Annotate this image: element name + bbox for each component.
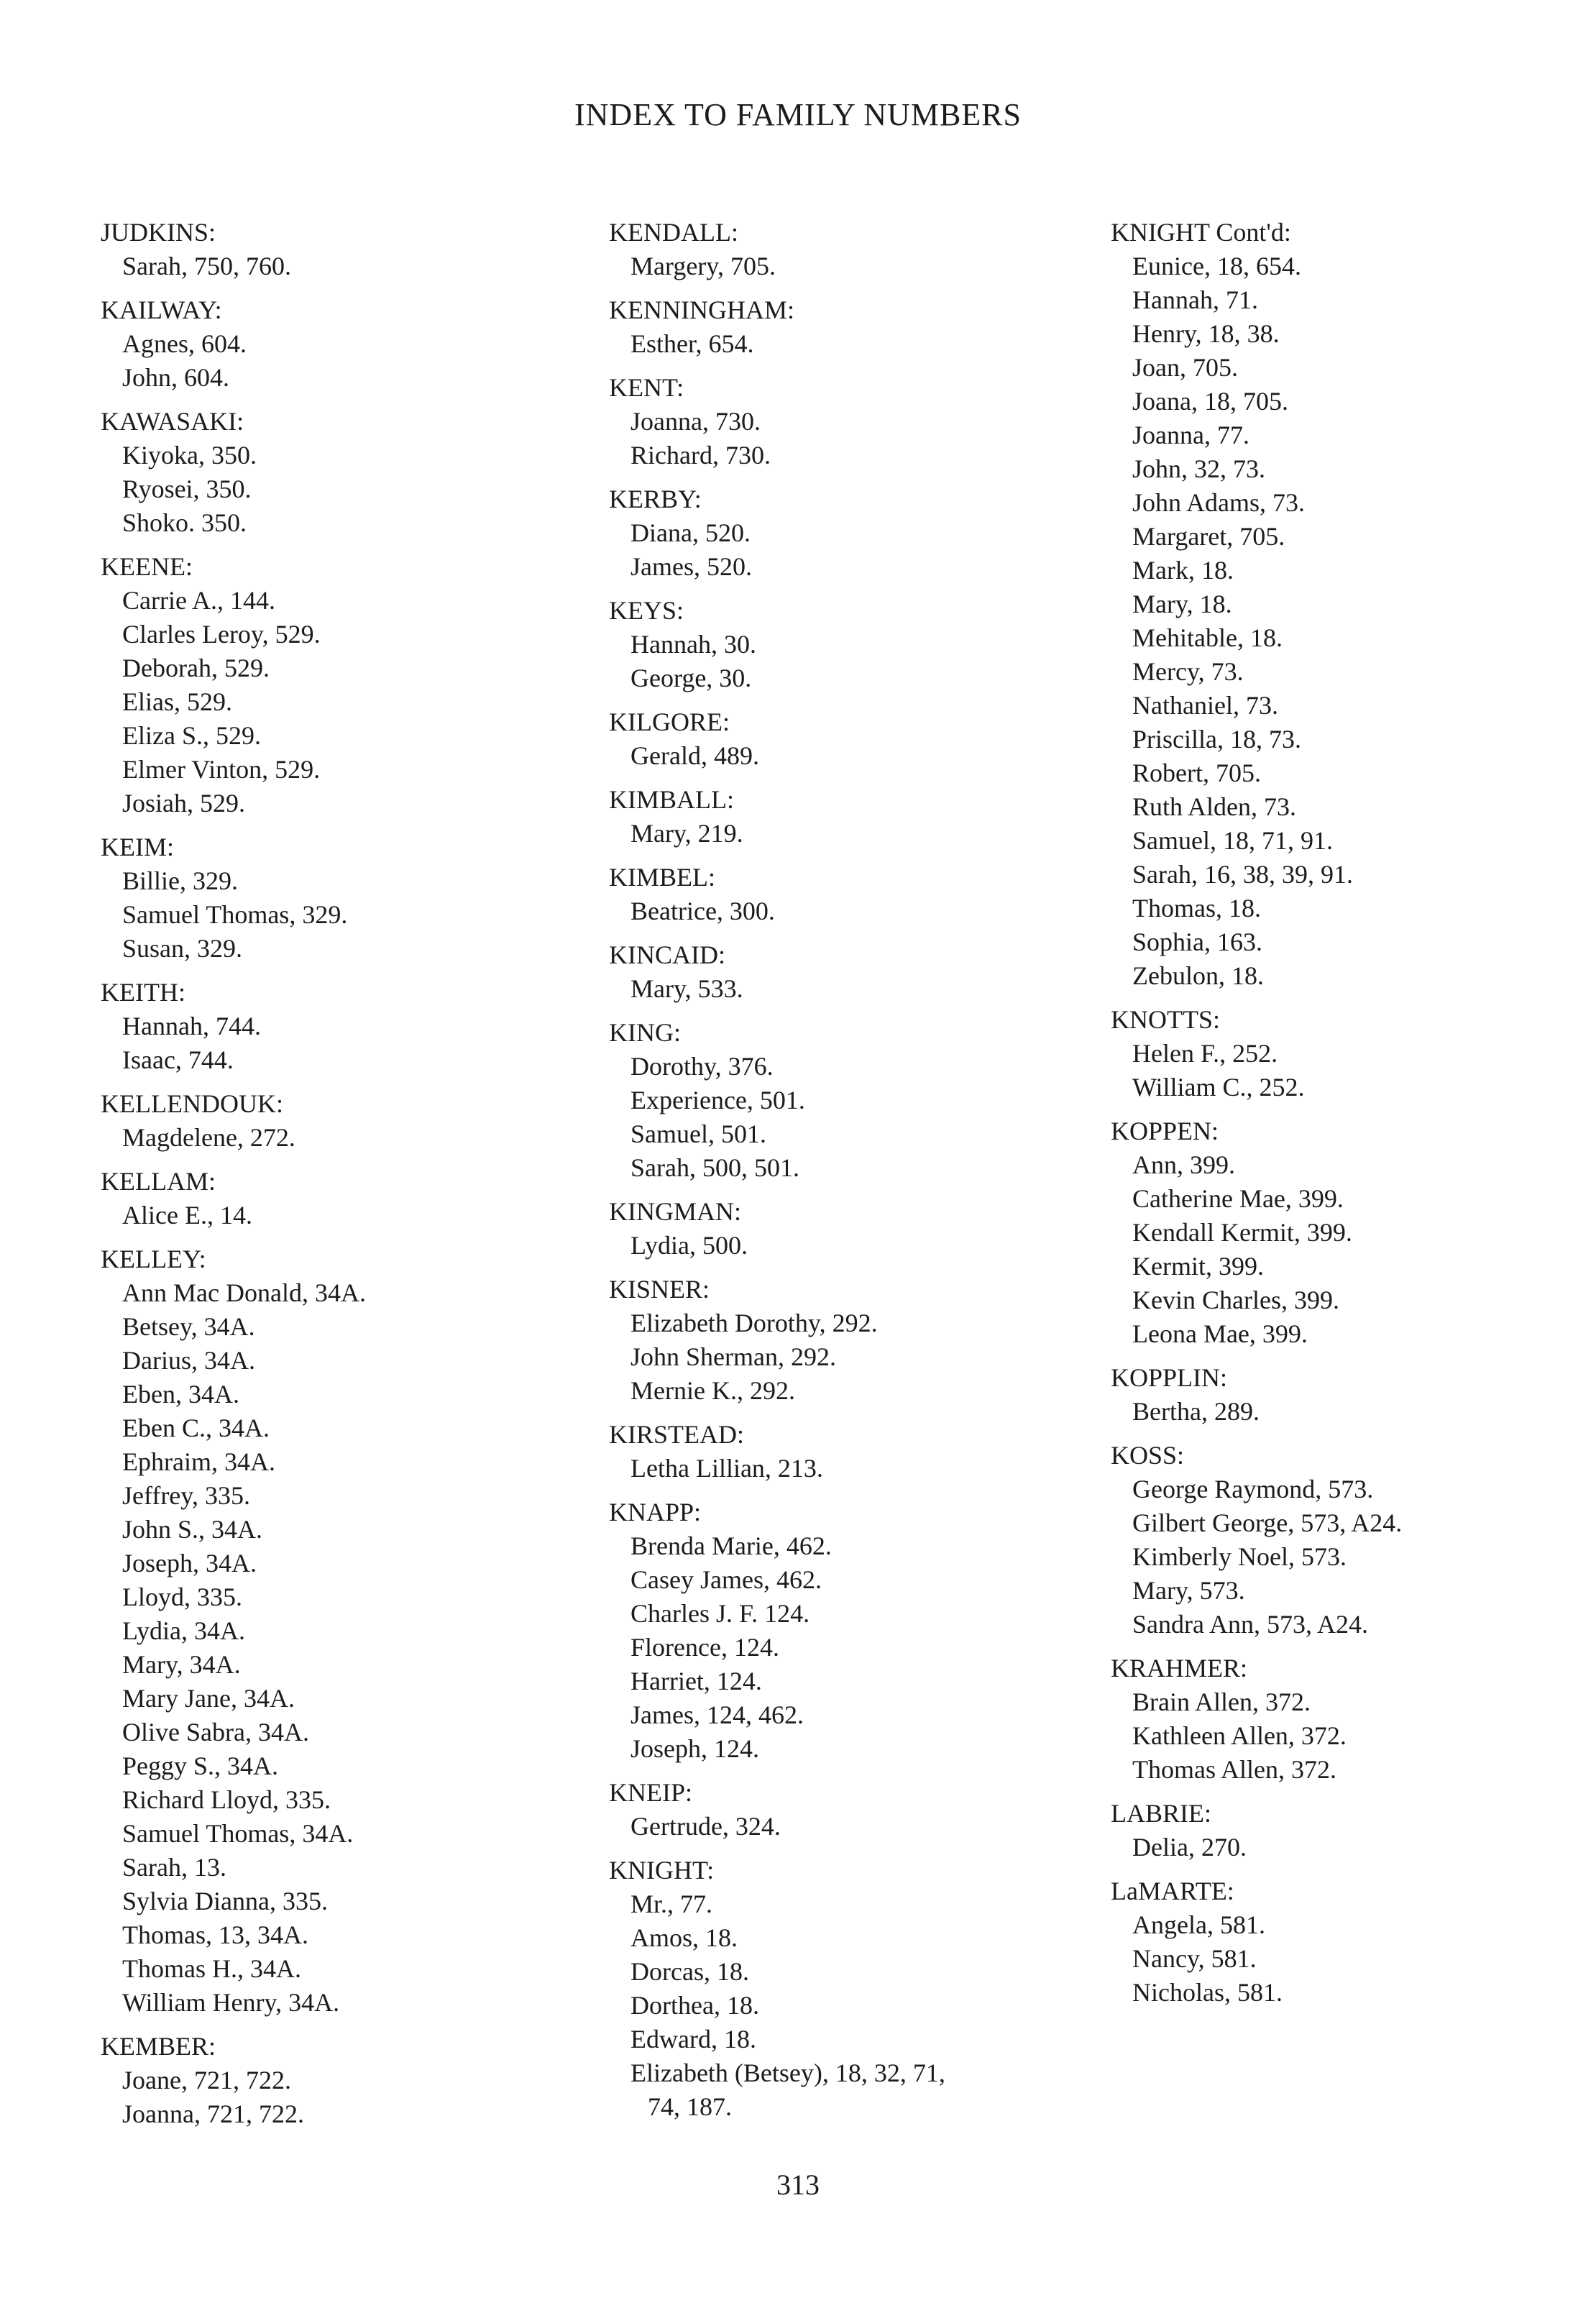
surname-heading: KILGORE: bbox=[609, 707, 730, 736]
index-entry: Kermit, 399. bbox=[1132, 1252, 1264, 1281]
index-entry: Robert, 705. bbox=[1132, 759, 1261, 787]
index-entry: Thomas, 18. bbox=[1132, 894, 1261, 922]
index-entry: Elias, 529. bbox=[122, 687, 232, 716]
index-column-3 bbox=[1111, 216, 1578, 2020]
index-entry: Mary, 34A. bbox=[122, 1650, 241, 1679]
index-entry: John Adams, 73. bbox=[1132, 488, 1306, 517]
index-entry: Harriet, 124. bbox=[630, 1667, 762, 1695]
surname-heading: KELLENDOUK: bbox=[101, 1089, 283, 1118]
surname-group bbox=[101, 216, 568, 283]
index-entry: Magdelene, 272. bbox=[122, 1123, 295, 1152]
index-entry: Experience, 501. bbox=[630, 1086, 805, 1114]
surname-group bbox=[101, 976, 568, 1077]
index-entry: Thomas H., 34A. bbox=[122, 1954, 301, 1983]
surname-heading: KEIM: bbox=[101, 833, 174, 861]
index-entry: George Raymond, 573. bbox=[1132, 1475, 1374, 1503]
index-entry: Ann Mac Donald, 34A. bbox=[122, 1278, 366, 1307]
index-entry: Darius, 34A. bbox=[122, 1346, 255, 1375]
index-entry: Sarah, 16, 38, 39, 91. bbox=[1132, 860, 1353, 889]
index-entry: Dorcas, 18. bbox=[630, 1957, 749, 1986]
index-entry: Amos, 18. bbox=[630, 1923, 738, 1952]
surname-group bbox=[609, 216, 1076, 283]
surname-group bbox=[609, 371, 1076, 472]
index-entry: Shoko. 350. bbox=[122, 508, 247, 537]
index-entry: Isaac, 744. bbox=[122, 1045, 234, 1074]
index-entry: Joseph, 34A. bbox=[122, 1549, 257, 1577]
surname-heading: KAWASAKI: bbox=[101, 407, 244, 436]
index-entry: Kathleen Allen, 372. bbox=[1132, 1721, 1347, 1750]
index-entry: Lydia, 34A. bbox=[122, 1616, 245, 1645]
index-entry: Mercy, 73. bbox=[1132, 657, 1244, 686]
index-entry: Lloyd, 335. bbox=[122, 1583, 242, 1611]
surname-heading: KERBY: bbox=[609, 485, 702, 513]
index-entry: Mary, 18. bbox=[1132, 590, 1232, 618]
surname-heading: KNIGHT Cont'd: bbox=[1111, 218, 1291, 247]
index-entry: Dorthea, 18. bbox=[630, 1991, 759, 2020]
surname-group bbox=[609, 1195, 1076, 1263]
index-entry: Eunice, 18, 654. bbox=[1132, 252, 1301, 280]
index-entry: Ephraim, 34A. bbox=[122, 1447, 275, 1476]
index-entry: Joane, 721, 722. bbox=[122, 2066, 291, 2094]
index-entry: Joanna, 721, 722. bbox=[122, 2099, 304, 2128]
index-entry: Mehitable, 18. bbox=[1132, 623, 1283, 652]
index-entry: Samuel Thomas, 329. bbox=[122, 900, 348, 929]
surname-group bbox=[1111, 216, 1578, 993]
index-entry: Elmer Vinton, 529. bbox=[122, 755, 321, 784]
surname-heading: KINCAID: bbox=[609, 940, 725, 969]
index-entry: Agnes, 604. bbox=[122, 329, 247, 358]
index-entry: Richard, 730. bbox=[630, 441, 771, 470]
index-entry: Nancy, 581. bbox=[1132, 1944, 1257, 1973]
index-entry: Jeffrey, 335. bbox=[122, 1481, 250, 1510]
index-entry: Nathaniel, 73. bbox=[1132, 691, 1278, 720]
surname-heading: KELLEY: bbox=[101, 1245, 206, 1273]
index-entry: Brain Allen, 372. bbox=[1132, 1688, 1311, 1716]
index-entry: Thomas, 13, 34A. bbox=[122, 1920, 308, 1949]
index-entry: Sylvia Dianna, 335. bbox=[122, 1887, 328, 1915]
surname-heading: KIMBEL: bbox=[609, 863, 715, 892]
surname-group bbox=[101, 405, 568, 540]
index-entry: Mary Jane, 34A. bbox=[122, 1684, 295, 1713]
surname-heading: KINGMAN: bbox=[609, 1197, 741, 1226]
surname-group bbox=[609, 293, 1076, 361]
surname-heading: KNEIP: bbox=[609, 1778, 692, 1807]
surname-group bbox=[101, 1242, 568, 2020]
index-entry: James, 520. bbox=[630, 552, 752, 581]
index-entry: Brenda Marie, 462. bbox=[630, 1531, 832, 1560]
index-entry: Betsey, 34A. bbox=[122, 1312, 255, 1341]
index-entry: Henry, 18, 38. bbox=[1132, 319, 1280, 348]
index-entry: Deborah, 529. bbox=[122, 654, 270, 682]
index-entry: Samuel Thomas, 34A. bbox=[122, 1819, 354, 1848]
surname-group bbox=[609, 861, 1076, 928]
surname-group bbox=[609, 482, 1076, 584]
surname-heading: KNOTTS: bbox=[1111, 1005, 1220, 1034]
index-entry: John Sherman, 292. bbox=[630, 1342, 836, 1371]
index-entry: John, 32, 73. bbox=[1132, 454, 1266, 483]
surname-group bbox=[609, 783, 1076, 851]
index-entry: Edward, 18. bbox=[630, 2025, 756, 2053]
index-entry: Joanna, 77. bbox=[1132, 421, 1249, 449]
index-entry: Catherine Mae, 399. bbox=[1132, 1184, 1344, 1213]
index-entry: Margery, 705. bbox=[630, 252, 776, 280]
index-entry-continuation: 74, 187. bbox=[648, 2092, 732, 2121]
index-entry: Josiah, 529. bbox=[122, 789, 245, 818]
surname-heading: KOPPLIN: bbox=[1111, 1363, 1228, 1392]
surname-heading: KRAHMER: bbox=[1111, 1654, 1248, 1682]
surname-group bbox=[609, 1418, 1076, 1485]
index-entry: Nicholas, 581. bbox=[1132, 1978, 1283, 2007]
index-entry: Olive Sabra, 34A. bbox=[122, 1718, 309, 1746]
index-entry: Bertha, 289. bbox=[1132, 1397, 1260, 1426]
surname-heading: KENNINGHAM: bbox=[609, 296, 794, 324]
surname-heading: KENDALL: bbox=[609, 218, 738, 247]
index-entry: Leona Mae, 399. bbox=[1132, 1319, 1308, 1348]
surname-group bbox=[101, 830, 568, 966]
index-entry: Joan, 705. bbox=[1132, 353, 1238, 382]
index-entry: Sarah, 750, 760. bbox=[122, 252, 291, 280]
index-entry: Joseph, 124. bbox=[630, 1734, 759, 1763]
index-entry: Eben, 34A. bbox=[122, 1380, 239, 1409]
index-entry: Esther, 654. bbox=[630, 329, 754, 358]
index-entry: Hannah, 71. bbox=[1132, 285, 1258, 314]
index-entry: Gerald, 489. bbox=[630, 741, 759, 770]
index-column-1 bbox=[101, 216, 568, 2141]
index-entry: Sarah, 500, 501. bbox=[630, 1153, 799, 1182]
index-entry: Letha Lillian, 213. bbox=[630, 1454, 823, 1483]
index-entry: Mary, 219. bbox=[630, 819, 743, 848]
surname-heading: KELLAM: bbox=[101, 1167, 216, 1196]
surname-heading: KOSS: bbox=[1111, 1441, 1185, 1470]
index-entry: Mr., 77. bbox=[630, 1890, 713, 1918]
surname-heading: KING: bbox=[609, 1018, 681, 1047]
index-entry: Eliza S., 529. bbox=[122, 721, 261, 750]
surname-heading: LaMARTE: bbox=[1111, 1877, 1234, 1905]
index-entry: Joanna, 730. bbox=[630, 407, 761, 436]
surname-group bbox=[609, 1496, 1076, 1766]
index-entry: Susan, 329. bbox=[122, 934, 243, 963]
surname-group bbox=[101, 1087, 568, 1155]
index-entry: Joana, 18, 705. bbox=[1132, 387, 1288, 416]
surname-heading: KNIGHT: bbox=[609, 1856, 715, 1885]
surname-group bbox=[1111, 1797, 1578, 1864]
surname-heading: KIRSTEAD: bbox=[609, 1420, 744, 1449]
surname-heading: KENT: bbox=[609, 373, 684, 402]
index-entry: Dorothy, 376. bbox=[630, 1052, 774, 1081]
index-entry: Charles J. F. 124. bbox=[630, 1599, 810, 1628]
index-entry: Kevin Charles, 399. bbox=[1132, 1286, 1339, 1314]
index-entry: Kiyoka, 350. bbox=[122, 441, 257, 470]
index-entry: Florence, 124. bbox=[630, 1633, 779, 1662]
surname-group bbox=[609, 1776, 1076, 1844]
index-entry: William Henry, 34A. bbox=[122, 1988, 340, 2017]
index-entry: Sandra Ann, 573, A24. bbox=[1132, 1610, 1368, 1639]
page-number: 313 bbox=[776, 2169, 820, 2201]
page-title: INDEX TO FAMILY NUMBERS bbox=[574, 97, 1022, 132]
index-entry: Billie, 329. bbox=[122, 866, 238, 895]
index-entry: Carrie A., 144. bbox=[122, 586, 275, 615]
surname-heading: KEITH: bbox=[101, 978, 185, 1007]
index-entry: John, 604. bbox=[122, 363, 230, 392]
index-entry: Ruth Alden, 73. bbox=[1132, 792, 1297, 821]
index-entry: Kendall Kermit, 399. bbox=[1132, 1218, 1352, 1247]
surname-group bbox=[1111, 1874, 1578, 2010]
surname-heading: KNAPP: bbox=[609, 1498, 702, 1526]
index-entry: Eben C., 34A. bbox=[122, 1414, 270, 1442]
index-entry: Ryosei, 350. bbox=[122, 475, 252, 503]
index-entry: Lydia, 500. bbox=[630, 1231, 748, 1260]
surname-group bbox=[609, 1273, 1076, 1408]
index-entry: Mark, 18. bbox=[1132, 556, 1234, 585]
index-entry: Gertrude, 324. bbox=[630, 1812, 781, 1841]
index-entry: Diana, 520. bbox=[630, 518, 751, 547]
index-entry: Ann, 399. bbox=[1132, 1150, 1235, 1179]
surname-group bbox=[609, 705, 1076, 773]
surname-group bbox=[609, 1016, 1076, 1185]
index-entry: Elizabeth (Betsey), 18, 32, 71, bbox=[630, 2059, 945, 2087]
index-entry: Samuel, 501. bbox=[630, 1119, 766, 1148]
index-entry: Hannah, 30. bbox=[630, 630, 756, 659]
surname-group bbox=[609, 938, 1076, 1006]
index-entry: William C., 252. bbox=[1132, 1073, 1305, 1102]
surname-heading: KISNER: bbox=[609, 1275, 710, 1304]
surname-heading: KAILWAY: bbox=[101, 296, 222, 324]
surname-group bbox=[1111, 1439, 1578, 1641]
index-entry: Peggy S., 34A. bbox=[122, 1751, 279, 1780]
index-entry: Casey James, 462. bbox=[630, 1565, 822, 1594]
surname-heading: KOPPEN: bbox=[1111, 1117, 1219, 1145]
surname-heading: KEENE: bbox=[101, 552, 193, 581]
surname-group bbox=[609, 1854, 1076, 2124]
index-entry: Priscilla, 18, 73. bbox=[1132, 725, 1301, 754]
surname-heading: KIMBALL: bbox=[609, 785, 734, 814]
index-entry: Beatrice, 300. bbox=[630, 897, 775, 925]
index-entry: Angela, 581. bbox=[1132, 1910, 1265, 1939]
surname-group bbox=[609, 594, 1076, 695]
surname-group bbox=[101, 2030, 568, 2131]
surname-group bbox=[101, 550, 568, 820]
index-entry: Gilbert George, 573, A24. bbox=[1132, 1508, 1403, 1537]
index-entry: James, 124, 462. bbox=[630, 1700, 804, 1729]
index-entry: John S., 34A. bbox=[122, 1515, 263, 1544]
index-entry: Sarah, 13. bbox=[122, 1853, 226, 1882]
index-entry: Sophia, 163. bbox=[1132, 928, 1263, 956]
surname-group bbox=[101, 293, 568, 395]
surname-group bbox=[1111, 1114, 1578, 1351]
surname-heading: KEYS: bbox=[609, 596, 684, 625]
index-entry: Thomas Allen, 372. bbox=[1132, 1755, 1336, 1784]
surname-heading: LABRIE: bbox=[1111, 1799, 1211, 1828]
surname-group bbox=[101, 1165, 568, 1232]
surname-heading: KEMBER: bbox=[101, 2032, 216, 2061]
index-column-2 bbox=[609, 216, 1076, 2134]
index-entry: Helen F., 252. bbox=[1132, 1039, 1278, 1068]
index-entry: Margaret, 705. bbox=[1132, 522, 1285, 551]
index-entry: Delia, 270. bbox=[1132, 1833, 1247, 1861]
index-entry: Mernie K., 292. bbox=[630, 1376, 795, 1405]
index-entry: Samuel, 18, 71, 91. bbox=[1132, 826, 1333, 855]
index-entry: Elizabeth Dorothy, 292. bbox=[630, 1309, 878, 1337]
index-entry: George, 30. bbox=[630, 664, 752, 692]
index-entry: Kimberly Noel, 573. bbox=[1132, 1542, 1347, 1571]
index-entry: Mary, 573. bbox=[1132, 1576, 1245, 1605]
index-entry: Mary, 533. bbox=[630, 974, 743, 1003]
index-entry: Zebulon, 18. bbox=[1132, 961, 1264, 990]
surname-group bbox=[1111, 1003, 1578, 1104]
index-entry: Clarles Leroy, 529. bbox=[122, 620, 321, 649]
index-entry: Alice E., 14. bbox=[122, 1201, 252, 1229]
surname-group bbox=[1111, 1652, 1578, 1787]
index-entry: Hannah, 744. bbox=[122, 1012, 261, 1040]
surname-heading: JUDKINS: bbox=[101, 218, 216, 247]
surname-group bbox=[1111, 1361, 1578, 1429]
index-entry: Richard Lloyd, 335. bbox=[122, 1785, 331, 1814]
